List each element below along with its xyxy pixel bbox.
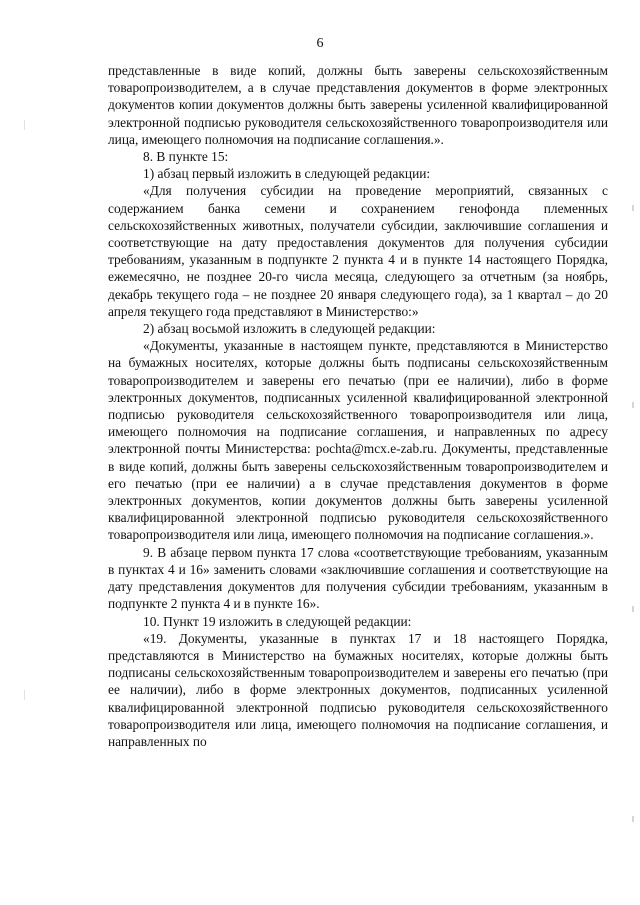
- scan-edge-mark: [632, 816, 634, 822]
- scan-edge-mark: [24, 120, 25, 130]
- page-number: 6: [316, 36, 324, 51]
- paragraph-item-10: 10. Пункт 19 изложить в следующей редакции:: [143, 613, 412, 629]
- scan-edge-mark: [632, 606, 634, 612]
- paragraph-subitem-1: 1) абзац первый изложить в следующей редакции:: [143, 166, 431, 182]
- scan-edge-mark: [632, 402, 634, 408]
- scan-edge-mark: [24, 690, 25, 700]
- paragraph-item-9: 9. В абзаце первом пункта 17 слова «соответствующие требованиям, указанным в пунктах 4 и 16» заменить словами «заключившие соглашения и соответствующие на дату представления документов для получения субсидии требованиям, указанным в подпункте 2 пункта 4 и в пункте 16».: [108, 544, 608, 612]
- paragraph-item-8: 8. В пункте 15:: [143, 149, 229, 165]
- paragraph-quoted-item-19: «19. Документы, указанные в пунктах 17 и 18 настоящего Порядка, представляются в Министерство на бумажных носителях, которые должны быть подписаны сельскохозяйственным товаропроизводителем и заверены его печатью (при ее наличии), либо в форме электронных документов, подписанных усиленной квалифицированной электронной подписью руководителя сельскохозяйственного товаропроизводителя или лица, имеющего полномочия на подписание соглашения, и направленных по: [108, 630, 608, 749]
- paragraph-quoted-abzac-8: «Документы, указанные в настоящем пункте, представляются в Министерство на бумажных носителях, которые должны быть подписаны сельскохозяйственным товаропроизводителем и заверены его печатью (при ее наличии), либо в форме электронных документов, подписанных усиленной квалифицированной электронной подписью руководителя сельскохозяйственного товаропроизводителя или лица, имеющего полномочия на подписание соглашения, и направленных по адресу электронной почты Министерства: pochta@mcx.e-zab.ru. Документы, представленные в виде копий, должны быть заверены сельскохозяйственным товаропроизводителем и его печатью (при ее наличии) а в случае представления документов в форме электронных документов, копии документов должны быть заверены усиленной квалифицированной электронной подписью руководителя сельскохозяйственного товаропроизводителя или лица, имеющего полномочия на подписание соглашения.».: [108, 338, 608, 543]
- paragraph-quoted-abzac-1: «Для получения субсидии на проведение мероприятий, связанных с содержанием банка семени и сохранением генофонда племенных сельскохозяйственных животных, получатели субсидии, заключившие соглашения и соответствующие на дату предоставления документов для получения субсидии требованиям, указанным в подпункте 2 пункта 4 и в пункте 14 настоящего Порядка, ежемесячно, не позднее 20-го числа месяца, следующего за отчетным (за ноябрь, декабрь текущего года – не позднее 20 января следующего года), за 1 квартал – до 20 апреля текущего года представляют в Министерство:»: [108, 183, 608, 319]
- paragraph-subitem-2: 2) абзац восьмой изложить в следующей редакции:: [143, 321, 436, 337]
- scan-edge-mark: [632, 205, 634, 211]
- document-body: [108, 62, 608, 750]
- paragraph-continuation: представленные в виде копий, должны быть заверены сельскохозяйственным товаропроизводителем, а в случае представления документов в форме электронных документов копии документов должны быть заверены усиленной квалифицированной электронной подписью руководителя сельскохозяйственного товаропроизводителя или лица, имеющего полномочия на подписание соглашения.».: [108, 63, 608, 147]
